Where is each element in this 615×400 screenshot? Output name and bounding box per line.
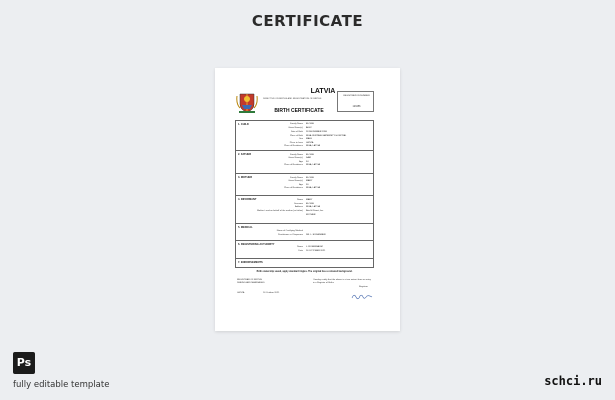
field-row: Practitioner or Chaperone DR. L. EICHENBER <box>277 233 326 236</box>
office-line-1: REGISTRAR OF BIRTHS <box>237 279 262 281</box>
field-row: Name MARY <box>297 199 313 201</box>
field-row: Given Name(s) MARY <box>288 180 313 182</box>
page-title: CERTIFICATE <box>251 12 364 30</box>
field-row: Address RIGA, LATVIA <box>294 206 320 208</box>
field-row: Date 16 OCTOBER 2021 <box>298 250 326 252</box>
section-title: 7. ENDORSEMENTS <box>238 261 263 264</box>
field-row: Name of Certifying Medical <box>276 230 303 232</box>
section-title: 2. FATHER <box>238 153 252 156</box>
section-registering-authority <box>236 240 373 258</box>
registration-box <box>337 91 374 112</box>
section-informant <box>236 195 373 223</box>
field-row: Name L. ROSENBAUM <box>297 246 323 248</box>
registrar-label: Registrar <box>359 286 368 288</box>
certificate-document <box>215 68 400 331</box>
site-watermark: schci.ru <box>544 374 602 388</box>
registration-label: REGISTRATION NUMBER <box>343 95 370 97</box>
field-row: Age 30 <box>299 183 309 186</box>
field-row: Sex MALE <box>299 138 312 140</box>
section-title: 3. MOTHER <box>238 176 253 179</box>
document-subtitle: DIRECTIVE ON BIRTHS AND REGISTRATION OF BIRTHS <box>263 98 322 100</box>
section-endorsements <box>236 258 373 268</box>
field-row: Age 34 <box>299 160 309 163</box>
field-row: Family Name ELOISE <box>290 153 314 156</box>
field-row: Family Name ELOISE <box>290 123 314 125</box>
office-line-2: DEATHS AND MARRIAGES <box>237 282 265 284</box>
section-father <box>236 150 373 173</box>
field-row: Place of Residence RIGA, LATVIA <box>284 187 320 189</box>
section-mother <box>236 173 373 195</box>
photoshop-icon: Ps <box>13 352 35 374</box>
field-row: Given Name(s) ALEX <box>288 126 312 129</box>
field-row: Mother's and on behalf of the mother (or father) Brief & Direct, Inc. <box>257 210 324 212</box>
signature-icon <box>351 292 373 300</box>
place-value: LATVIA <box>237 292 245 294</box>
field-row: MOTHER <box>306 213 316 216</box>
date-value: 16 October 2021 <box>263 292 280 294</box>
certification-statement-1: I hereby certify that the above is a true extract from an entry <box>313 279 371 281</box>
section-child <box>236 121 373 150</box>
field-row: Place of Birth RIGA CENTRAL MATERNITY HOSPITAL <box>289 134 347 137</box>
section-title: 4. INFORMANT <box>238 198 257 201</box>
certificate-footnote: Birth ownership saved, apply standard tingles. The original has a coloured background. <box>256 271 353 273</box>
section-title: 5. MEDICAL <box>238 226 253 229</box>
country-name: LATVIA <box>310 88 336 95</box>
section-title: 6. REGISTERING AUTHORITY <box>238 243 275 246</box>
certificate-form <box>235 120 374 268</box>
field-row: Place of Residence RIGA, LATVIA <box>284 164 320 166</box>
field-row: Given Name(s) SAM <box>288 157 311 159</box>
coat-of-arms-icon <box>236 90 258 114</box>
field-row: Place to have LATVIA <box>289 141 314 144</box>
field-row: Place of Residence RIGA, LATVIA <box>284 145 320 147</box>
section-medical <box>236 223 373 240</box>
registration-value: 123456 <box>352 105 361 108</box>
template-tagline: fully editable template <box>13 380 110 390</box>
section-title: 1. CHILD <box>238 123 249 126</box>
field-row: Family Name ELOISE <box>290 176 314 179</box>
certification-statement-2: in a Register of Births <box>313 282 334 284</box>
document-title: BIRTH CERTIFICATE <box>274 108 324 114</box>
field-row: Date of Birth 28 DECEMBER 1990 <box>290 131 327 133</box>
field-row: Surname ELOISE <box>294 202 314 205</box>
